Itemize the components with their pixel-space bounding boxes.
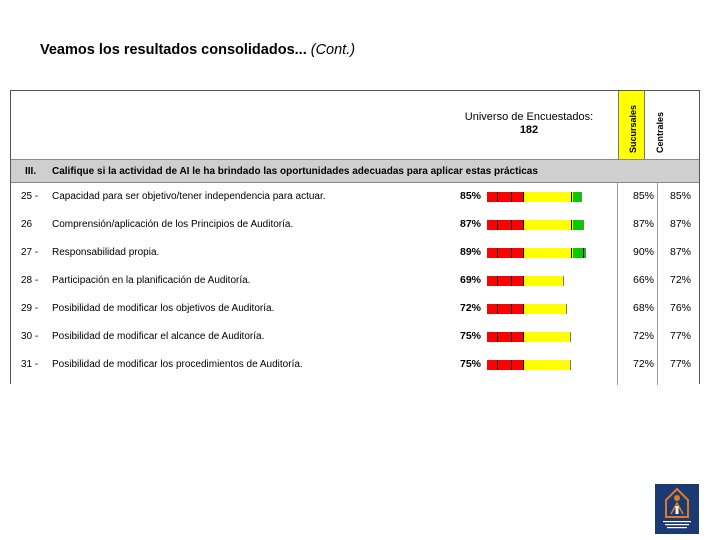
bar-segment	[487, 360, 523, 370]
row-question: Posibilidad de modificar los procedimientos de Auditoría.	[52, 359, 303, 370]
table-row	[11, 351, 699, 379]
row-total-percent: 72%	[459, 302, 481, 314]
row-centrales-percent: 72%	[669, 274, 691, 286]
bar-segment	[487, 304, 523, 314]
sucursales-label: Sucursales	[628, 104, 638, 153]
column-header-sucursales	[618, 91, 645, 159]
column-header-centrales	[645, 91, 699, 159]
row-question: Capacidad para ser objetivo/tener independencia para actuar.	[52, 191, 326, 202]
bar-tick	[571, 192, 572, 202]
row-question: Posibilidad de modificar el alcance de Auditoría.	[52, 331, 265, 342]
bar-tick	[511, 332, 512, 342]
bar-tick	[571, 220, 572, 230]
score-bar	[487, 304, 597, 314]
row-total-percent: 85%	[459, 190, 481, 202]
score-bar	[487, 276, 597, 286]
row-sucursales-percent: 72%	[632, 358, 654, 370]
bar-end-marker	[581, 192, 582, 202]
bar-segment	[523, 220, 573, 230]
row-total-percent: 75%	[459, 330, 481, 342]
row-centrales-percent: 87%	[669, 218, 691, 230]
section-text: Califique si la actividad de AI le ha brindado las oportunidades adecuadas para aplicar estas prácticas	[52, 166, 538, 177]
bar-tick	[497, 220, 498, 230]
centrales-label: Centrales	[655, 111, 665, 153]
slide-title	[40, 42, 355, 58]
row-number: 25 -	[21, 191, 39, 202]
bar-segment	[487, 276, 523, 286]
row-sucursales-percent: 72%	[632, 330, 654, 342]
bar-segment	[523, 304, 566, 314]
row-sucursales-percent: 85%	[632, 190, 654, 202]
bar-tick	[511, 248, 512, 258]
bar-tick	[497, 192, 498, 202]
row-number: 30 -	[21, 331, 39, 342]
bar-end-marker	[563, 276, 564, 286]
bar-segment	[573, 192, 581, 202]
institution-logo	[655, 484, 699, 534]
bar-tick	[583, 248, 584, 258]
universe-info	[429, 111, 629, 137]
bar-segment	[523, 332, 570, 342]
row-question: Comprensión/aplicación de los Principios de Auditoría.	[52, 219, 294, 230]
row-total-percent: 89%	[459, 246, 481, 258]
bar-tick	[497, 248, 498, 258]
bar-tick	[523, 192, 524, 202]
row-sucursales-percent: 68%	[632, 302, 654, 314]
row-centrales-percent: 76%	[669, 302, 691, 314]
bar-segment	[487, 192, 523, 202]
bar-segment	[523, 360, 570, 370]
bar-tick	[523, 248, 524, 258]
table-row	[11, 323, 699, 351]
bar-tick	[497, 360, 498, 370]
bar-tick	[511, 220, 512, 230]
bar-tick	[511, 192, 512, 202]
score-bar	[487, 332, 597, 342]
score-bar	[487, 220, 597, 230]
row-number: 26	[21, 219, 33, 230]
row-total-percent: 87%	[459, 218, 481, 230]
row-sucursales-percent: 87%	[632, 218, 654, 230]
row-number: 28 -	[21, 275, 39, 286]
row-sucursales-percent: 90%	[632, 246, 654, 258]
table-row	[11, 267, 699, 295]
bar-tick	[497, 276, 498, 286]
row-centrales-percent: 77%	[669, 358, 691, 370]
score-bar	[487, 248, 597, 258]
row-question: Responsabilidad propia.	[52, 247, 160, 258]
bar-tick	[571, 248, 572, 258]
bar-tick	[523, 276, 524, 286]
slide-title-main: Veamos los resultados consolidados...	[40, 42, 307, 58]
row-question: Participación en la planificación de Auditoría.	[52, 275, 251, 286]
table-row	[11, 211, 699, 239]
bar-segment	[573, 220, 583, 230]
results-table	[10, 90, 700, 384]
row-total-percent: 69%	[459, 274, 481, 286]
table-header	[11, 91, 699, 159]
bar-segment	[523, 276, 563, 286]
bar-segment	[523, 248, 573, 258]
row-number: 27 -	[21, 247, 39, 258]
bar-tick	[497, 304, 498, 314]
score-bar	[487, 360, 597, 370]
section-header	[11, 159, 699, 183]
bar-end-marker	[583, 220, 584, 230]
row-total-percent: 75%	[459, 358, 481, 370]
bar-tick	[523, 332, 524, 342]
table-row	[11, 295, 699, 323]
row-question: Posibilidad de modificar los objetivos de Auditoría.	[52, 303, 275, 314]
bar-tick	[523, 220, 524, 230]
universe-count: 182	[519, 124, 539, 136]
row-sucursales-percent: 66%	[632, 274, 654, 286]
bar-tick	[497, 332, 498, 342]
bar-end-marker	[585, 248, 586, 258]
bar-end-marker	[570, 332, 571, 342]
bar-end-marker	[566, 304, 567, 314]
bar-tick	[511, 276, 512, 286]
bar-segment	[487, 220, 523, 230]
bar-tick	[511, 360, 512, 370]
table-row	[11, 239, 699, 267]
bar-segment	[487, 332, 523, 342]
row-centrales-percent: 87%	[669, 246, 691, 258]
row-centrales-percent: 77%	[669, 330, 691, 342]
slide-title-cont: (Cont.)	[310, 42, 356, 58]
row-number: 29 -	[21, 303, 39, 314]
bar-tick	[511, 304, 512, 314]
section-number: III.	[25, 166, 37, 177]
bar-tick	[523, 360, 524, 370]
universe-label: Universo de Encuestados:	[464, 111, 594, 123]
row-centrales-percent: 85%	[669, 190, 691, 202]
table-row	[11, 183, 699, 211]
bar-segment	[487, 248, 523, 258]
score-bar	[487, 192, 597, 202]
row-number: 31 -	[21, 359, 39, 370]
bar-end-marker	[570, 360, 571, 370]
bar-tick	[523, 304, 524, 314]
bar-segment	[523, 192, 573, 202]
